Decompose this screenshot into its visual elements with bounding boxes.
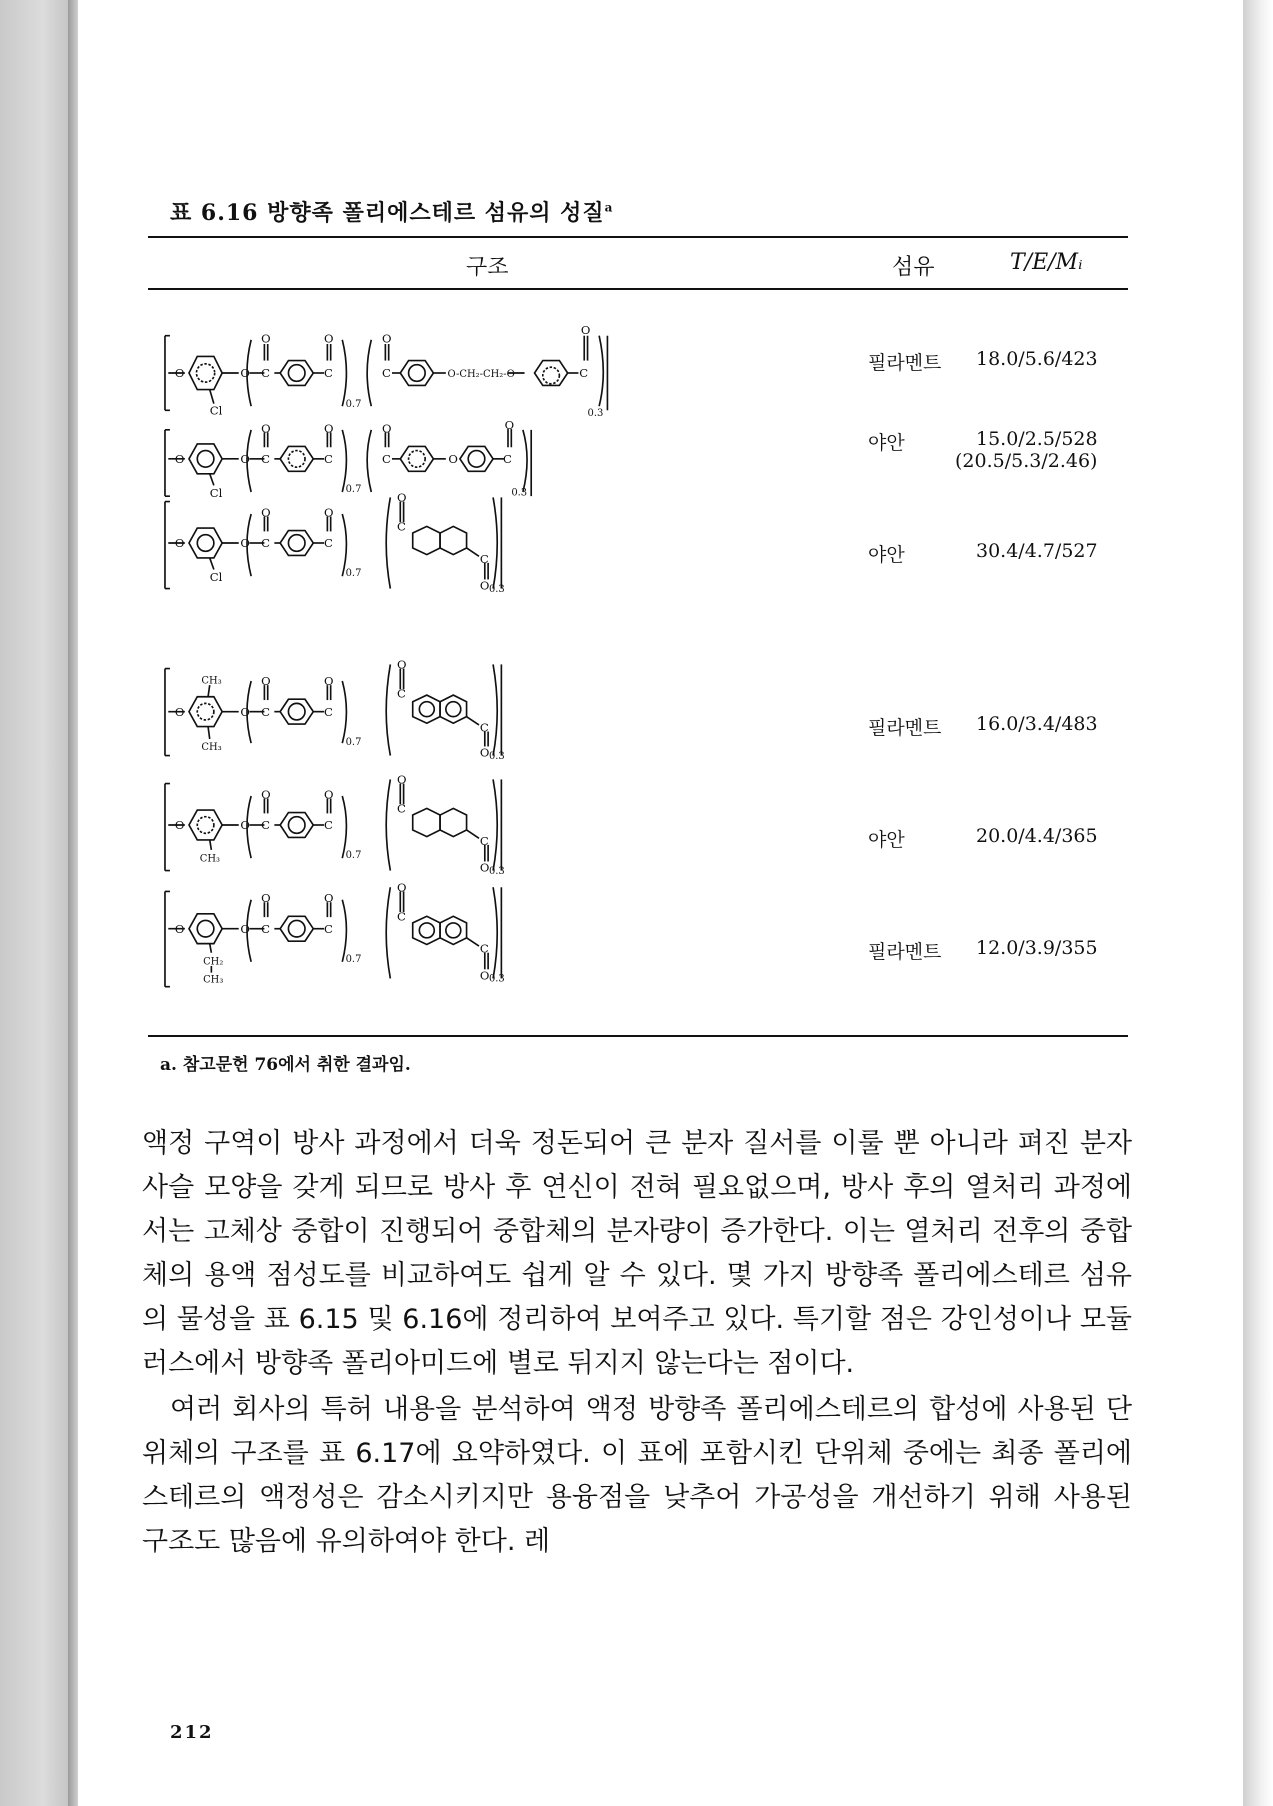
header-tem: T/E/Mᵢ <box>1010 250 1083 275</box>
page-shadow <box>1243 0 1273 1806</box>
svg-text:CH₃: CH₃ <box>201 675 222 687</box>
svg-text:O: O <box>174 921 185 936</box>
svg-text:O: O <box>240 452 250 466</box>
svg-text:Cl: Cl <box>209 570 223 585</box>
svg-text:O: O <box>479 745 490 760</box>
svg-text:C: C <box>261 452 270 466</box>
svg-text:C: C <box>261 536 270 551</box>
svg-text:O: O <box>324 505 334 520</box>
svg-text:C: C <box>396 519 406 534</box>
row-4-tem: 16.0/3.4/483 <box>976 713 1098 735</box>
svg-text:O: O <box>174 536 185 551</box>
header-fiber: 섬유 <box>892 255 935 280</box>
table-footnote: a. 참고문헌 76에서 취한 결과임. <box>160 1055 411 1075</box>
row-1-fiber: 필라멘트 <box>868 352 942 374</box>
row-6-structure <box>160 882 740 992</box>
svg-text:C: C <box>479 551 489 566</box>
row-3-fiber: 야안 <box>868 544 905 566</box>
svg-text:0.3: 0.3 <box>488 583 505 595</box>
row-4-structure <box>160 655 740 765</box>
body-paragraph-2: 여러 회사의 특허 내용을 분석하여 액정 방향족 폴리에스테르의 합성에 사용된 단위체의 구조를 표 6.17에 요약하였다. 이 표에 포함시킨 단위체 중에는 최종 폴리에스테르의 액정성은 감소시키지만 용융점을 낮추어 가공성을 개선하기 위해 사용된 구조도 많음에 유의하여야 한다. 레 <box>142 1394 1132 1557</box>
svg-text:0.7: 0.7 <box>345 398 362 410</box>
svg-text:C: C <box>261 921 270 936</box>
svg-text:0.3: 0.3 <box>488 973 505 985</box>
header-structure: 구조 <box>466 255 509 280</box>
svg-text:CH₃: CH₃ <box>201 741 222 753</box>
svg-text:O: O <box>448 452 458 466</box>
svg-text:O: O <box>261 787 271 802</box>
table-title: 표 6.16 방향족 폴리에스테르 섬유의 성질$^a$ <box>170 200 614 226</box>
table-title-footnote-mark: a <box>604 200 614 215</box>
svg-text:C: C <box>479 833 489 848</box>
row-5-tem: 20.0/4.4/365 <box>976 825 1098 847</box>
svg-text:C: C <box>261 704 270 719</box>
svg-text:0.7: 0.7 <box>345 568 362 580</box>
svg-text:O: O <box>504 418 515 433</box>
row-6-fiber: 필라멘트 <box>868 941 942 963</box>
svg-text:C: C <box>261 818 270 833</box>
svg-text:O: O <box>396 772 407 787</box>
svg-text:O: O <box>174 452 185 466</box>
svg-text:O: O <box>240 818 250 833</box>
svg-text:C: C <box>396 686 406 701</box>
svg-text:0.7: 0.7 <box>345 484 362 495</box>
page-number: 212 <box>170 1722 214 1743</box>
row-3-tem: 30.4/4.7/527 <box>976 540 1098 562</box>
row-1-tem: 18.0/5.6/423 <box>976 348 1098 370</box>
svg-text:O: O <box>261 505 271 520</box>
svg-text:Cl: Cl <box>209 485 223 500</box>
row-5-fiber: 야안 <box>868 829 905 851</box>
svg-text:C: C <box>396 801 406 816</box>
svg-text:CH₃: CH₃ <box>203 974 224 986</box>
row-2-tem: 15.0/2.5/528 <box>976 428 1098 450</box>
svg-text:O: O <box>261 674 271 689</box>
svg-text:O: O <box>261 891 271 906</box>
svg-text:C: C <box>324 366 333 381</box>
row-3-structure <box>160 485 740 598</box>
row-2-tem-alt: (20.5/5.3/2.46) <box>955 450 1098 472</box>
table-top-rule <box>148 236 1128 238</box>
svg-text:O: O <box>479 578 490 593</box>
svg-text:C: C <box>324 704 333 719</box>
svg-text:O: O <box>240 536 250 551</box>
svg-text:C: C <box>479 720 489 735</box>
table-bottom-rule <box>148 1035 1128 1037</box>
book-edge <box>0 0 78 1806</box>
book-spine <box>68 0 78 1806</box>
row-2-fiber: 야안 <box>868 432 905 454</box>
row-6-tem: 12.0/3.9/355 <box>976 937 1098 959</box>
row-5-structure <box>160 770 740 880</box>
table-header-rule <box>148 288 1128 290</box>
svg-text:O: O <box>396 490 407 505</box>
svg-text:O-CH₂-CH₂-O: O-CH₂-CH₂-O <box>447 369 515 381</box>
svg-text:O: O <box>382 331 392 346</box>
svg-text:C: C <box>324 452 333 466</box>
svg-text:C: C <box>324 536 333 551</box>
svg-text:O: O <box>580 323 591 338</box>
svg-text:O: O <box>324 787 334 802</box>
svg-text:C: C <box>382 366 391 381</box>
svg-text:O: O <box>240 921 250 936</box>
svg-text:0.3: 0.3 <box>488 865 505 877</box>
svg-text:C: C <box>261 366 270 381</box>
svg-text:O: O <box>174 704 185 719</box>
svg-text:O: O <box>324 891 334 906</box>
svg-text:CH₂: CH₂ <box>203 956 224 968</box>
svg-text:O: O <box>174 366 185 381</box>
svg-text:CH₃: CH₃ <box>199 853 221 865</box>
svg-text:O: O <box>479 860 490 875</box>
svg-text:C: C <box>324 921 333 936</box>
svg-text:0.3: 0.3 <box>511 487 528 499</box>
svg-text:O: O <box>396 657 407 672</box>
svg-text:C: C <box>324 818 333 833</box>
svg-text:O: O <box>240 366 250 381</box>
svg-text:O: O <box>174 818 185 833</box>
row-4-fiber: 필라멘트 <box>868 717 942 739</box>
svg-text:0.7: 0.7 <box>345 850 362 862</box>
svg-text:C: C <box>503 452 512 466</box>
svg-text:0.3: 0.3 <box>488 750 505 762</box>
svg-text:C: C <box>396 909 406 924</box>
svg-text:0.3: 0.3 <box>587 408 604 420</box>
svg-text:C: C <box>479 941 489 956</box>
svg-text:O: O <box>324 674 334 689</box>
svg-text:Cl: Cl <box>209 403 223 418</box>
svg-text:O: O <box>396 882 407 895</box>
body-text <box>142 1122 1132 1564</box>
body-paragraph-1: 액정 구역이 방사 과정에서 더욱 정돈되어 큰 분자 질서를 이룰 뿐 아니라 펴진 분자 사슬 모양을 갖게 되므로 방사 후 연신이 전혀 필요없으며, 방사 후의 열처리 과정에서는 고체상 중합이 진행되어 중합체의 분자량이 증가한다. 이는 열처리 전후의 중합체의 용액 점성도를 비교하여도 쉽게 알 수 있다. 몇 가지 방향족 폴리에스테르 섬유의 물성을 표 6.15 및 6.16에 정리하여 보여주고 있다. 특기할 점은 강인성이나 모듈러스에서 방향족 폴리아미드에 별로 뒤지지 않는다는 점이다. <box>142 1128 1132 1379</box>
svg-text:C: C <box>579 366 589 381</box>
svg-text:O: O <box>261 331 271 346</box>
svg-text:O: O <box>324 421 334 436</box>
svg-text:O: O <box>240 704 250 719</box>
svg-text:O: O <box>479 968 490 983</box>
svg-text:O: O <box>382 421 392 436</box>
svg-text:C: C <box>382 452 391 466</box>
svg-text:O: O <box>261 421 271 436</box>
svg-text:0.7: 0.7 <box>345 953 362 965</box>
svg-text:O: O <box>324 331 334 346</box>
svg-text:0.7: 0.7 <box>345 736 362 748</box>
